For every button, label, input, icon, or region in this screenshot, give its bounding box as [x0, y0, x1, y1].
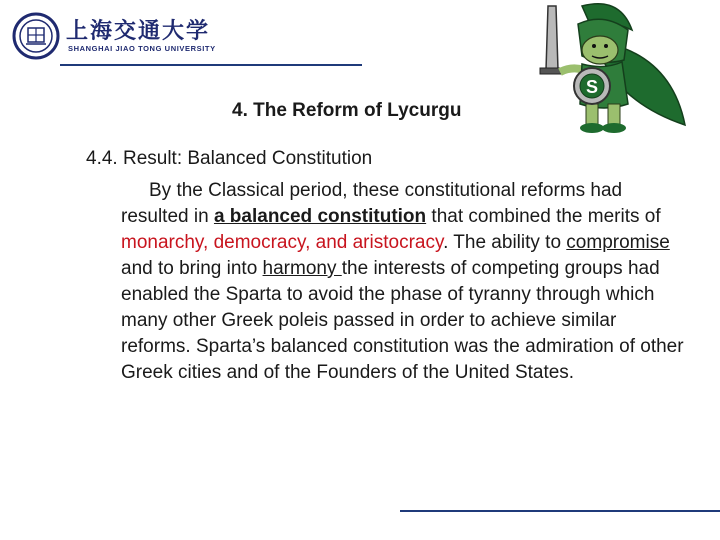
body-text: the interests of competing groups had enabled the Sparta to avoid the phase of tyranny through which many other Greek poleis passed in order to achieve similar reforms. Sparta’s balanced constitution was the admiration of other Greek cities and of the Founders of the United States. — [121, 258, 684, 383]
logo-english-name: SHANGHAI JIAO TONG UNIVERSITY — [68, 44, 216, 53]
slide-title: 4. The Reform of Lycurgu — [232, 100, 462, 121]
section-heading: 4.4. Result: Balanced Constitution — [86, 148, 373, 169]
spartan-mascot-icon — [520, 0, 690, 140]
body-underline-harmony: harmony — [262, 258, 342, 279]
university-emblem-icon — [12, 12, 60, 60]
body-highlight-forms-of-government: monarchy, democracy, and aristocracy — [121, 232, 444, 253]
body-text: By the Classical period, these constitutional reforms had resulted in — [121, 180, 623, 227]
logo-chinese-name: 上海交通大学 — [66, 18, 211, 44]
footer-rule — [400, 510, 720, 512]
header-rule — [60, 64, 362, 66]
body-text: that combined the merits of — [426, 206, 661, 227]
body-text: . The ability to — [443, 232, 567, 253]
body-emphasis-balanced-constitution: a balanced constitution — [213, 206, 427, 227]
body-underline-compromise: compromise — [566, 232, 670, 253]
body-paragraph — [121, 178, 691, 386]
body-text: and to bring into — [121, 258, 263, 279]
shield-letter: S — [585, 77, 599, 97]
